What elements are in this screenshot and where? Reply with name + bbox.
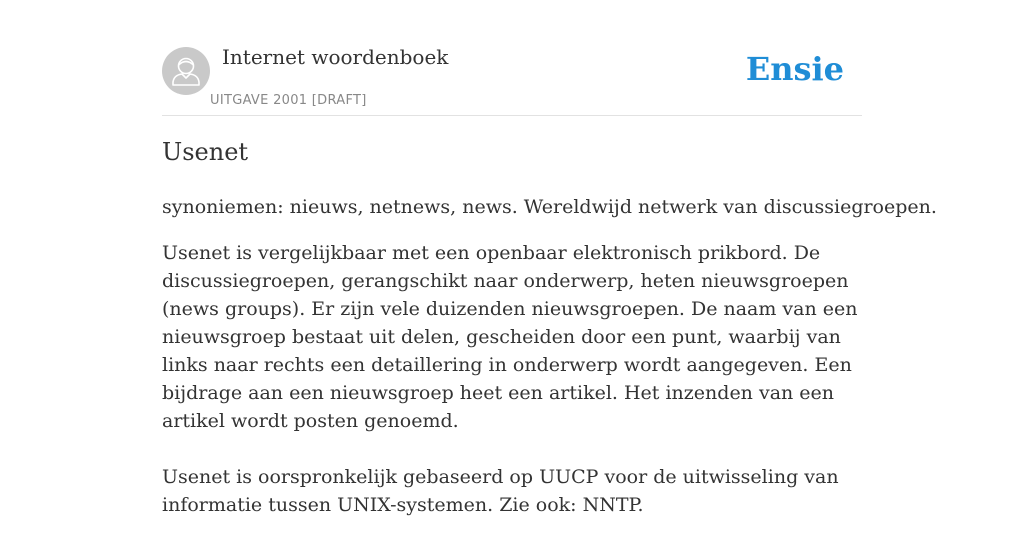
edition-label: UITGAVE 2001 [DRAFT] bbox=[210, 93, 367, 108]
ensie-logo[interactable]: Ensie bbox=[745, 50, 844, 88]
user-icon bbox=[162, 47, 210, 95]
entry-body bbox=[162, 239, 862, 547]
page bbox=[162, 0, 937, 516]
entry-paragraph: Usenet is vergelijkbaar met een openbaar elektronisch prikbord. De discussiegroepen, gerangschikt naar onderwerp, heten nieuwsgroepen (news groups). Er zijn vele duizenden nieuwsgroepen. De naam van een nieuwsgroep bestaat uit delen, gescheiden door een punt, waarbij van links naar rechts een detaillering in onderwerp wordt aangegeven. Een bijdrage aan een nieuwsgroep heet een artikel. Het inzenden van een artikel wordt posten genoemd. bbox=[162, 242, 858, 432]
entry-synonyms: synoniemen: nieuws, netnews, news. Wereldwijd netwerk van discussiegroepen. bbox=[162, 196, 937, 218]
entry-paragraph: Usenet is oorspronkelijk gebaseerd op UUCP voor de uitwisseling van informatie tussen UNIX-systemen. Zie ook: NNTP. bbox=[162, 466, 839, 516]
entry-title: Usenet bbox=[162, 138, 249, 166]
avatar[interactable] bbox=[162, 47, 210, 95]
author-name[interactable]: Internet woordenboek bbox=[222, 45, 449, 69]
header bbox=[162, 0, 862, 116]
